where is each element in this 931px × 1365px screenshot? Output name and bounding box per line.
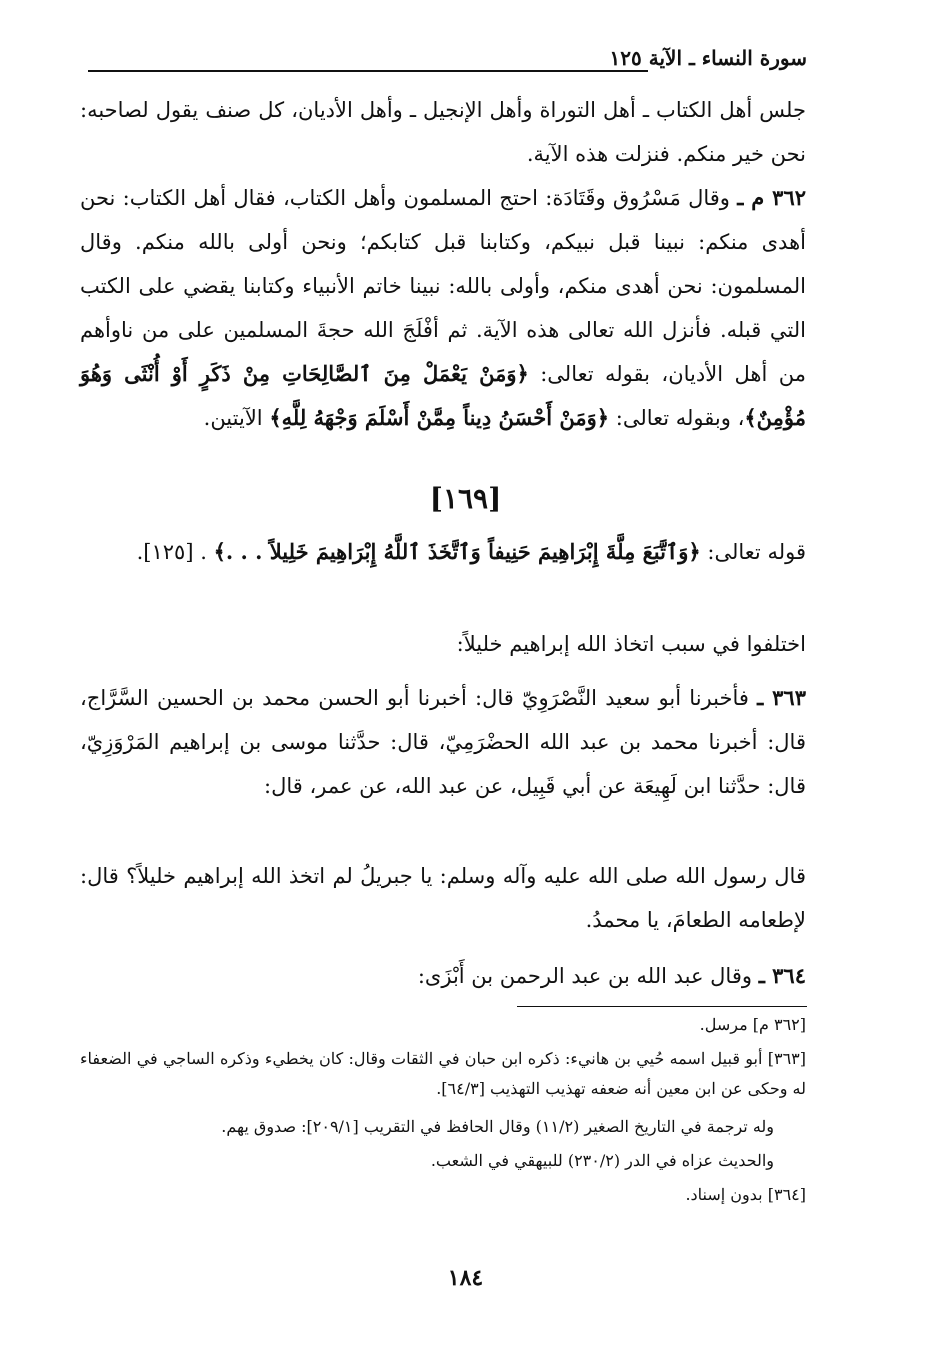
paragraph-hadith [80, 854, 806, 942]
quran-quote-1: ﴿وَمَنْ يَعْمَلْ مِنَ ٱلصَّالِحَاتِ مِنْ ذَكَرٍ أَوْ أُنْثَى وَهُوَ مُؤْمِنٌ﴾ [80, 361, 806, 430]
paragraph-opening [80, 88, 806, 176]
paragraph-364 [80, 954, 806, 998]
paragraph-363-text: فأخبرنا أبو سعيد النَّصْرَوِيّ قال: أخبرنا أبو الحسن محمد بن الحسين السَّرَّاج، قال: أخبرنا محمد بن عبد الله الحضْرَمِيّ، قال: حدَّثنا موسى بن إبراهيم المَرْوَزِيّ، قال: حدَّثنا ابن لَهِيعَة عن أبي قَبِيل، عن عبد الله، عن عمر، قال: [80, 686, 806, 798]
header-rule [88, 70, 648, 72]
verse-reference: . [١٢٥]. [136, 540, 207, 564]
footnote-363-tarjama: وله ترجمة في التاريخ الصغير (١١/٢) وقال الحافظ في التقريب [٢٠٩/١]: صدوق يهم. [221, 1117, 774, 1136]
verse-intro: قوله تعالى: [707, 540, 806, 564]
verse-quote: ﴿وَٱتَّبَعَ مِلَّةَ إِبْرَاهِيمَ حَنِيفاً وَٱتَّخَذَ ٱللَّهُ إِبْرَاهِيمَ خَلِيلاً . . .﴾ [213, 539, 701, 564]
quran-quote-2: ﴿وَمَنْ أَحْسَنُ دِيناً مِمَّنْ أَسْلَمَ وَجْهَهُ لِلَّهِ﴾ [269, 405, 610, 430]
paragraph-hadith-text: قال رسول الله صلى الله عليه وآله وسلم: يا جبريلُ لم اتخذ الله إبراهيم خليلاً؟ قال: لإطعامه الطعامَ، يا محمدُ. [80, 864, 806, 932]
footnote-363-durr: والحديث عزاه في الدر (٢٣٠/٢) للبيهقي في الشعب. [430, 1151, 774, 1170]
footnote-362: [٣٦٢ م] مرسل. [699, 1015, 806, 1034]
paragraph-362-mid: ، وبقوله تعالى: [615, 406, 745, 430]
paragraph-362-number: ٣٦٢ م ـ [737, 185, 807, 210]
paragraph-364-number: ٣٦٤ ـ [758, 963, 806, 988]
paragraph-362-text: وقال مَسْرُوق وقَتَادَة: احتج المسلمون وأهل الكتاب، فقال أهل الكتاب: نحن أهدى منكم: نبينا قبل نبيكم، وكتابنا قبل كتابكم؛ ونحن أولى بالله منكم. وقال المسلمون: نحن أهدى منكم، وأولى بالله: نبينا خاتم الأنبياء وكتابنا يقضي على الكتب التي قبله. فأنزل الله تعالى هذه الآية. ثم أفْلَجَ الله حجةَ المسلمين على من ناوأهم من أهل الأديان، بقوله تعالى: [80, 186, 806, 386]
paragraph-opening-text: جلس أهل الكتاب ـ أهل التوراة وأهل الإنجيل ـ وأهل الأديان، كل صنف يقول لصاحبه: نحن خير منكم. فنزلت هذه الآية. [80, 98, 806, 166]
running-head: سورة النساء ـ الآية ١٢٥ [609, 46, 807, 70]
paragraph-ikhtalafu-text: اختلفوا في سبب اتخاذ الله إبراهيم خليلاً: [456, 632, 806, 656]
verse-heading [80, 530, 806, 574]
footnote-rule [517, 1006, 807, 1007]
paragraph-363 [80, 676, 806, 808]
paragraph-362 [80, 176, 806, 440]
paragraph-364-text: وقال عبد الله بن عبد الرحمن بن أَبْزَى: [417, 964, 752, 988]
footnote-364: [٣٦٤] بدون إسناد. [685, 1185, 806, 1204]
footnote-363: [٣٦٣] أبو قبيل اسمه حُيي بن هانيء: ذكره ابن حبان في الثقات وقال: كان يخطيء وذكره الساجي في الضعفاء له وحكى عن ابن معين أنه ضعفه تهذيب التهذيب [٦٤/٣]. [80, 1049, 806, 1098]
paragraph-362-end: الآيتين. [203, 406, 263, 430]
paragraph-363-number: ٣٦٣ ـ [757, 685, 806, 710]
paragraph-ikhtalafu [80, 622, 806, 666]
page-number: ١٨٤ [447, 1265, 484, 1291]
section-number: [١٦٩] [429, 482, 502, 515]
